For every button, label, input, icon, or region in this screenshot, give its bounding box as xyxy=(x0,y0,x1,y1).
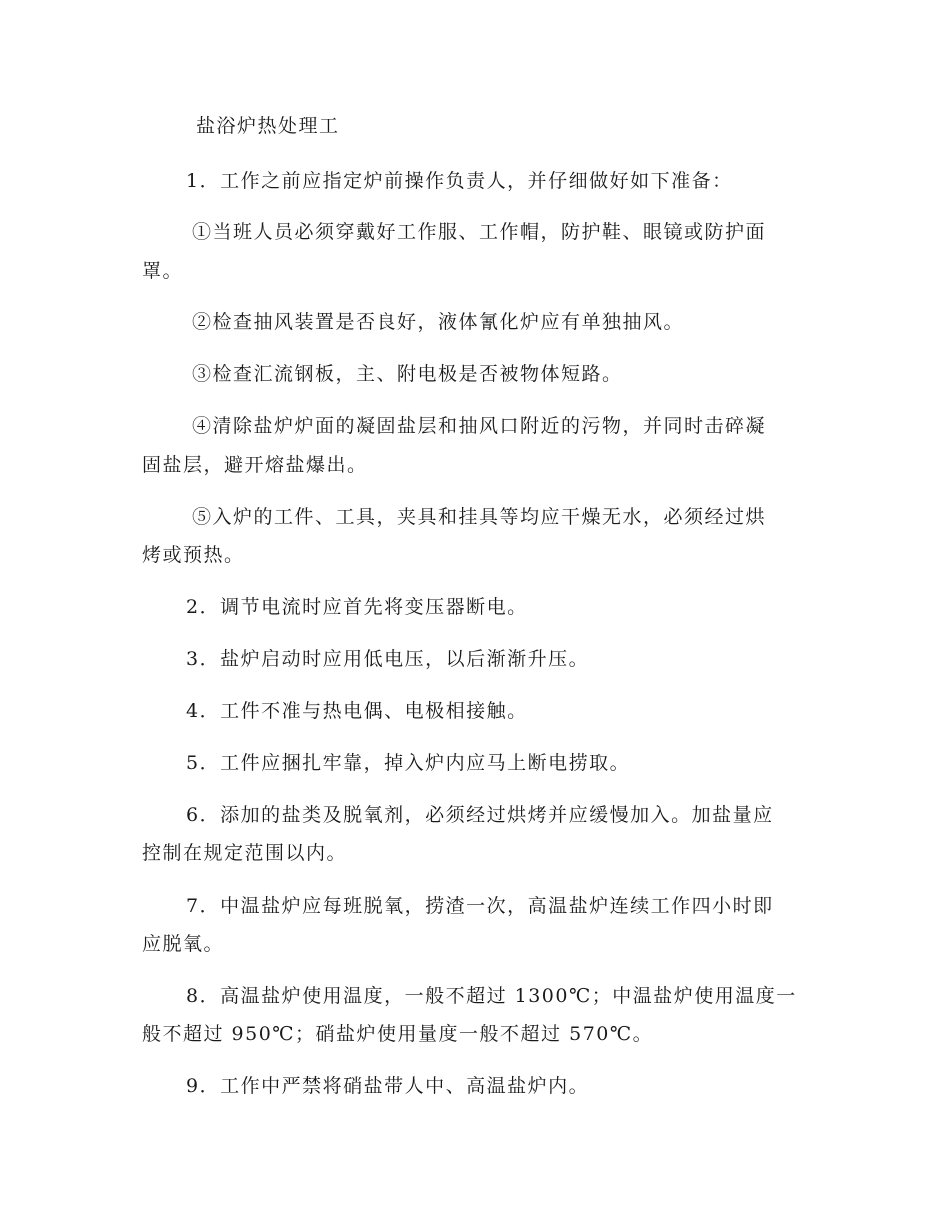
item-8-line-2: 般不超过 950℃；硝盐炉使用量度一般不超过 570℃。 xyxy=(142,1023,654,1045)
item-1-sub-1-line-2: 罩。 xyxy=(142,260,184,282)
item-4: 4．工件不准与热电偶、电极相接触。 xyxy=(186,700,528,722)
item-5: 5．工件应捆扎牢靠，掉入炉内应马上断电捞取。 xyxy=(186,752,631,774)
item-3: 3．盐炉启动时应用低电压，以后渐渐升压。 xyxy=(186,648,590,670)
item-6-line-2: 控制在规定范围以内。 xyxy=(142,842,348,864)
item-7-line-1: 7．中温盐炉应每班脱氧，捞渣一次，高温盐炉连续工作四小时即 xyxy=(186,895,774,917)
item-9: 9．工作中严禁将硝盐带人中、高温盐炉内。 xyxy=(186,1075,590,1097)
item-1-sub-4-line-1: ④清除盐炉炉面的凝固盐层和抽风口附近的污物，并同时击碎凝 xyxy=(192,415,767,437)
item-1-sub-5-line-2: 烤或预热。 xyxy=(142,544,245,566)
item-1-sub-5-line-1: ⑤入炉的工件、工具，夹具和挂具等均应干燥无水，必须经过烘 xyxy=(192,506,767,528)
item-6-line-1: 6．添加的盐类及脱氧剂，必须经过烘烤并应缓慢加入。加盐量应 xyxy=(186,804,774,826)
item-8-line-1: 8．高温盐炉使用温度，一般不超过 1300℃；中温盐炉使用温度一 xyxy=(186,985,797,1007)
document-title: 盐浴炉热处理工 xyxy=(196,115,340,137)
item-1-sub-2: ②检查抽风装置是否良好，液体氰化炉应有单独抽风。 xyxy=(192,311,685,333)
item-2: 2．调节电流时应首先将变压器断电。 xyxy=(186,596,528,618)
item-1-sub-4-line-2: 固盐层，避开熔盐爆出。 xyxy=(142,454,368,476)
item-1-sub-1-line-1: ①当班人员必须穿戴好工作服、工作帽，防护鞋、眼镜或防护面 xyxy=(192,221,767,243)
item-1: 1．工作之前应指定炉前操作负责人，并仔细做好如下准备： xyxy=(186,170,733,192)
item-7-line-2: 应脱氧。 xyxy=(142,933,225,955)
item-1-sub-3: ③检查汇流钢板，主、附电极是否被物体短路。 xyxy=(192,363,623,385)
